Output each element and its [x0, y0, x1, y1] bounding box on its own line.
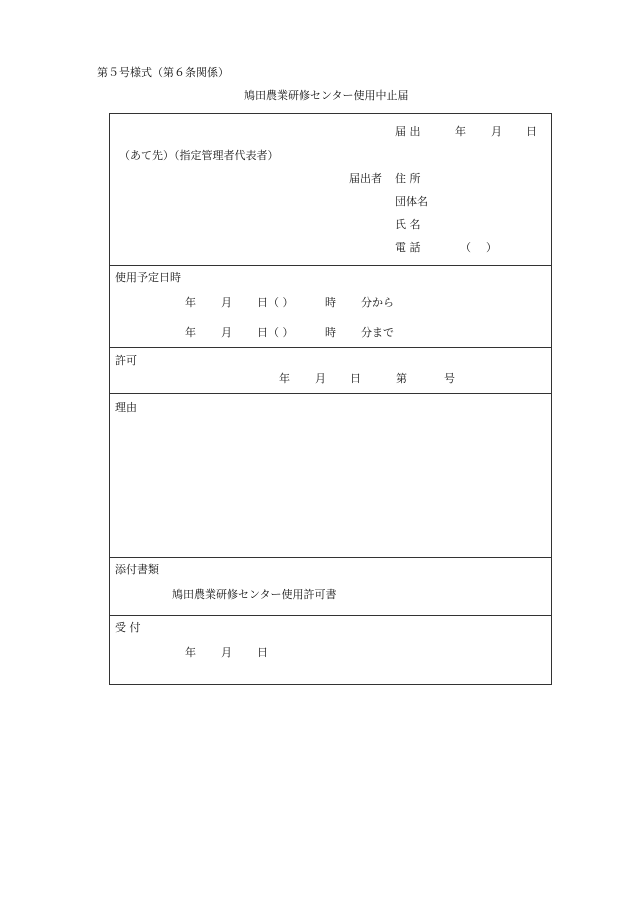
schedule-start-year: 年 — [185, 296, 196, 309]
permit-label: 許可 — [115, 354, 137, 367]
form-number: 第５号様式（第６条関係） — [97, 66, 229, 79]
permit-month: 月 — [315, 372, 326, 385]
notification-day: 日 — [526, 125, 537, 138]
schedule-end-month: 月 — [221, 326, 232, 339]
applicant-label: 届出者 — [349, 172, 382, 185]
schedule-start-month: 月 — [221, 296, 232, 309]
schedule-label: 使用予定日時 — [115, 271, 181, 284]
divider-attachments — [110, 615, 551, 616]
organization-label: 団体名 — [395, 195, 428, 208]
phone-paren-close: ） — [486, 241, 497, 254]
reception-label: 受 付 — [115, 621, 141, 634]
divider-reason — [110, 557, 551, 558]
permit-year: 年 — [279, 372, 290, 385]
phone-label: 電 話 — [395, 241, 421, 254]
schedule-start-day: 日（ ） — [257, 296, 294, 309]
schedule-end-minute: 分まで — [361, 326, 394, 339]
reception-day: 日 — [257, 646, 268, 659]
attachment-item: 鳩田農業研修センター使用許可書 — [172, 588, 337, 601]
schedule-end-year: 年 — [185, 326, 196, 339]
notification-month: 月 — [491, 125, 502, 138]
permit-day: 日 — [350, 372, 361, 385]
reason-label: 理由 — [115, 401, 137, 414]
schedule-start-hour: 時 — [325, 296, 336, 309]
addressee: （あて先）（指定管理者代表者） — [119, 149, 279, 162]
document-title: 鳩田農業研修センター使用中止届 — [244, 89, 409, 102]
divider-notification — [110, 265, 551, 266]
name-label: 氏 名 — [395, 218, 421, 231]
reception-month: 月 — [221, 646, 232, 659]
notification-year: 年 — [455, 125, 466, 138]
schedule-start-minute: 分から — [361, 296, 394, 309]
divider-permit — [110, 393, 551, 394]
permit-number-prefix: 第 — [396, 372, 407, 385]
schedule-end-hour: 時 — [325, 326, 336, 339]
notification-date-prefix: 届 出 — [395, 125, 421, 138]
permit-number-suffix: 号 — [444, 372, 455, 385]
reception-year: 年 — [185, 646, 196, 659]
address-label: 住 所 — [395, 172, 421, 185]
phone-paren-open: （ — [460, 241, 471, 254]
divider-schedule — [110, 347, 551, 348]
schedule-end-day: 日（ ） — [257, 326, 294, 339]
attachments-label: 添付書類 — [115, 563, 159, 576]
